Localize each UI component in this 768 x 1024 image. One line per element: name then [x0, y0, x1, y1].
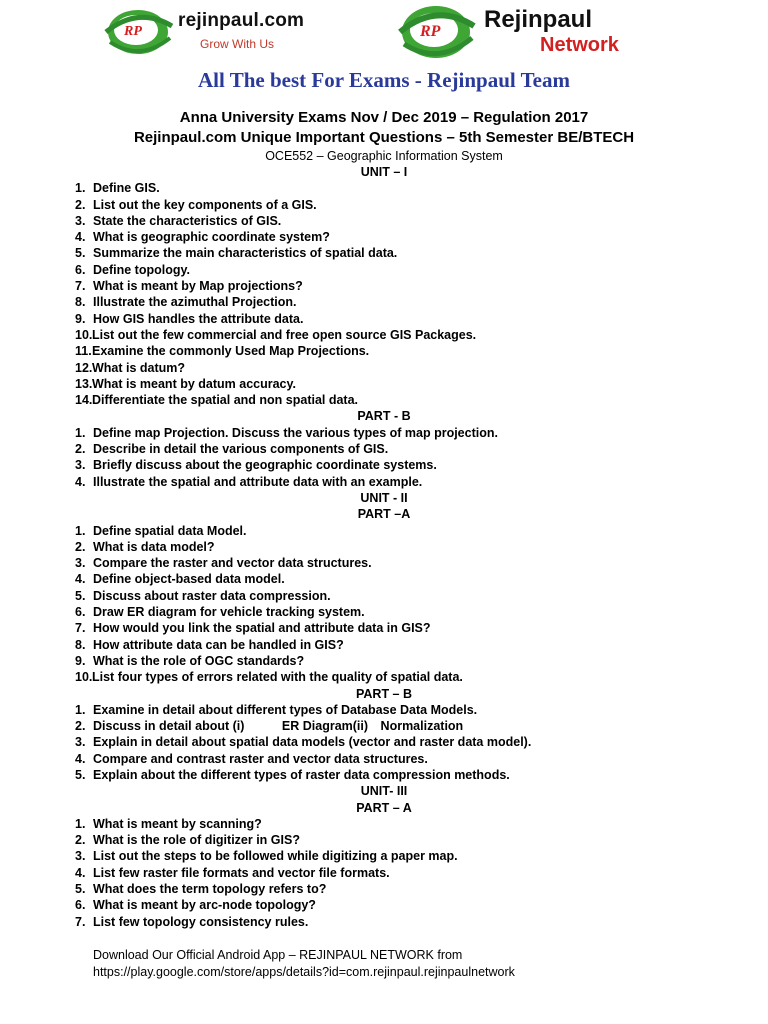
- question-number: 1.: [75, 425, 86, 440]
- unit-1-part-a-list: [0, 180, 768, 408]
- question-item: [0, 702, 768, 718]
- question-text: What is data model?: [93, 539, 215, 554]
- question-text: What is datum?: [92, 360, 186, 375]
- question-number: 10.: [75, 327, 93, 342]
- question-number: 7.: [75, 621, 86, 636]
- question-number: 2.: [75, 197, 86, 212]
- question-item: [0, 197, 768, 213]
- question-number: 4.: [75, 230, 86, 245]
- question-item: [0, 180, 768, 196]
- rejinpaul-com-logo: [100, 2, 320, 62]
- subject-line: OCE552 – Geographic Information System: [265, 149, 503, 163]
- question-item: [0, 539, 768, 555]
- rejinpaul-network-logo: [392, 0, 632, 64]
- unit-3-heading: UNIT- III: [360, 784, 408, 799]
- question-text: What is geographic coordinate system?: [93, 230, 330, 245]
- question-number: 4.: [75, 865, 86, 880]
- question-number: 13.: [75, 376, 93, 391]
- question-item: [0, 881, 768, 897]
- question-text: Describe in detail the various components of GIS.: [93, 442, 389, 457]
- question-item: [0, 604, 768, 620]
- site-tagline: Grow With Us: [200, 37, 275, 51]
- question-item: [0, 441, 768, 457]
- question-number: 14.: [75, 393, 93, 408]
- question-number: 2.: [75, 442, 86, 457]
- unit-2-heading: UNIT - II: [360, 490, 408, 505]
- question-text: Define spatial data Model.: [93, 523, 247, 538]
- banner-text: All The best For Exams - Rejinpaul Team: [197, 68, 570, 92]
- question-text: What is meant by scanning?: [93, 816, 262, 831]
- question-text: What does the term topology refers to?: [93, 882, 327, 897]
- question-text: List out the steps to be followed while digitizing a paper map.: [93, 849, 458, 864]
- question-item: [0, 865, 768, 881]
- question-item: [0, 832, 768, 848]
- question-item: [0, 262, 768, 278]
- unit-2-part-b-list: [0, 702, 768, 783]
- unit-1-part-b-list: [0, 425, 768, 490]
- question-text: Summarize the main characteristics of spatial data.: [93, 246, 398, 261]
- question-text: How GIS handles the attribute data.: [93, 311, 304, 326]
- question-number: 4.: [75, 751, 86, 766]
- question-text: Compare and contrast raster and vector data structures.: [93, 751, 428, 766]
- question-item: [0, 588, 768, 604]
- question-item: [0, 897, 768, 913]
- question-number: 3.: [75, 213, 86, 228]
- question-text: Define GIS.: [93, 181, 160, 196]
- question-text: List out the few commercial and free open source GIS Packages.: [92, 327, 477, 342]
- question-text: Explain in detail about spatial data models (vector and raster data model).: [93, 735, 532, 750]
- question-number: 3.: [75, 458, 86, 473]
- question-number: 9.: [75, 311, 86, 326]
- question-item: [0, 718, 768, 734]
- unit-2-part-b-heading: PART – B: [355, 686, 413, 701]
- question-text: Compare the raster and vector data structures.: [93, 556, 372, 571]
- question-text: Illustrate the azimuthal Projection.: [93, 295, 297, 310]
- footer-download-text: Download Our Official Android App – REJINPAUL NETWORK from: [93, 948, 463, 962]
- question-item: [0, 523, 768, 539]
- question-item: [0, 571, 768, 587]
- question-item: [0, 816, 768, 832]
- question-item: [0, 392, 768, 408]
- question-text: List few raster file formats and vector file formats.: [93, 865, 390, 880]
- question-text: What is the role of OGC standards?: [93, 653, 305, 668]
- footer-app-link[interactable]: https://play.google.com/store/apps/details?id=com.rejinpaul.rejinpaulnetwork: [93, 964, 515, 979]
- question-text: What is meant by arc-node topology?: [93, 898, 316, 913]
- question-item: [0, 653, 768, 669]
- network-name: Rejinpaul: [484, 6, 593, 33]
- question-text: Differentiate the spatial and non spatial data.: [92, 393, 359, 408]
- question-number: 8.: [75, 637, 86, 652]
- question-item: [0, 343, 768, 359]
- question-number: 2.: [75, 833, 86, 848]
- question-item: [0, 474, 768, 490]
- question-item: [0, 376, 768, 392]
- question-number: 11.: [75, 344, 92, 359]
- question-item: [0, 669, 768, 685]
- globe-logo-icon: [100, 2, 178, 62]
- question-item: [0, 425, 768, 441]
- question-item: [0, 751, 768, 767]
- question-number: 2.: [75, 539, 86, 554]
- question-number: 3.: [75, 735, 86, 750]
- question-text: What is the role of digitizer in GIS?: [93, 833, 300, 848]
- doc-title-line-2: Rejinpaul.com Unique Important Questions – 5th Semester BE/BTECH: [133, 129, 635, 146]
- globe-logo-icon: [392, 0, 482, 64]
- question-text: Draw ER diagram for vehicle tracking system.: [93, 605, 365, 620]
- question-text: Define map Projection. Discuss the various types of map projection.: [93, 425, 498, 440]
- question-item: [0, 914, 768, 930]
- document-body: [0, 108, 768, 930]
- question-text: What is meant by Map projections?: [93, 279, 303, 294]
- question-item: [0, 294, 768, 310]
- unit-2-part-a-list: [0, 523, 768, 686]
- question-number: 1.: [75, 523, 86, 538]
- question-text: Explain about the different types of raster data compression methods.: [93, 767, 510, 782]
- doc-title-line-1: Anna University Exams Nov / Dec 2019 – Regulation 2017: [179, 109, 589, 126]
- unit-3-part-a-heading: PART – A: [356, 800, 412, 815]
- question-text: Discuss in detail about (i) ER Diagram(ii) Normalization: [93, 719, 464, 734]
- question-number: 1.: [75, 702, 86, 717]
- question-text: Examine the commonly Used Map Projections.: [92, 344, 370, 359]
- question-item: [0, 245, 768, 261]
- question-number: 8.: [75, 295, 86, 310]
- question-number: 1.: [75, 181, 86, 196]
- question-text: Illustrate the spatial and attribute data with an example.: [93, 474, 423, 489]
- question-text: Define object-based data model.: [93, 572, 285, 587]
- question-item: [0, 278, 768, 294]
- unit-1-heading: UNIT – I: [360, 165, 408, 179]
- question-text: How attribute data can be handled in GIS?: [93, 637, 344, 652]
- logo-monogram: RP: [124, 24, 142, 39]
- question-number: 10.: [75, 670, 93, 685]
- question-item: [0, 620, 768, 636]
- network-subtitle: Network: [540, 34, 619, 56]
- unit-3-part-a-list: [0, 816, 768, 930]
- question-item: [0, 360, 768, 376]
- footer: [93, 947, 515, 980]
- question-text: List four types of errors related with the quality of spatial data.: [92, 670, 463, 685]
- question-number: 6.: [75, 898, 86, 913]
- question-number: 5.: [75, 882, 86, 897]
- question-text: Define topology.: [93, 262, 190, 277]
- question-item: [0, 734, 768, 750]
- question-number: 7.: [75, 279, 86, 294]
- logo-monogram: RP: [420, 23, 441, 40]
- site-name: rejinpaul.com: [178, 10, 305, 31]
- question-text: What is meant by datum accuracy.: [92, 376, 296, 391]
- question-text: Examine in detail about different types of Database Data Models.: [93, 702, 478, 717]
- question-number: 1.: [75, 816, 86, 831]
- question-item: [0, 213, 768, 229]
- question-item: [0, 311, 768, 327]
- question-number: 4.: [75, 474, 86, 489]
- question-item: [0, 555, 768, 571]
- question-number: 7.: [75, 914, 86, 929]
- question-number: 5.: [75, 588, 86, 603]
- question-number: 3.: [75, 556, 86, 571]
- question-number: 6.: [75, 605, 86, 620]
- question-item: [0, 637, 768, 653]
- question-number: 4.: [75, 572, 86, 587]
- question-number: 5.: [75, 767, 86, 782]
- page-header: [0, 0, 768, 66]
- question-item: [0, 229, 768, 245]
- question-number: 5.: [75, 246, 86, 261]
- question-text: List few topology consistency rules.: [93, 914, 309, 929]
- unit-2-part-a-heading: PART –A: [357, 507, 411, 522]
- question-text: Discuss about raster data compression.: [93, 588, 331, 603]
- question-number: 6.: [75, 262, 86, 277]
- question-item: [0, 457, 768, 473]
- unit-1-part-b-heading: PART - B: [357, 409, 411, 424]
- question-item: [0, 767, 768, 783]
- question-number: 12.: [75, 360, 93, 375]
- question-text: How would you link the spatial and attribute data in GIS?: [93, 621, 431, 636]
- question-item: [0, 848, 768, 864]
- question-number: 3.: [75, 849, 86, 864]
- question-item: [0, 327, 768, 343]
- question-number: 2.: [75, 719, 86, 734]
- question-text: Briefly discuss about the geographic coordinate systems.: [93, 458, 437, 473]
- question-text: List out the key components of a GIS.: [93, 197, 317, 212]
- question-number: 9.: [75, 653, 86, 668]
- question-text: State the characteristics of GIS.: [93, 213, 282, 228]
